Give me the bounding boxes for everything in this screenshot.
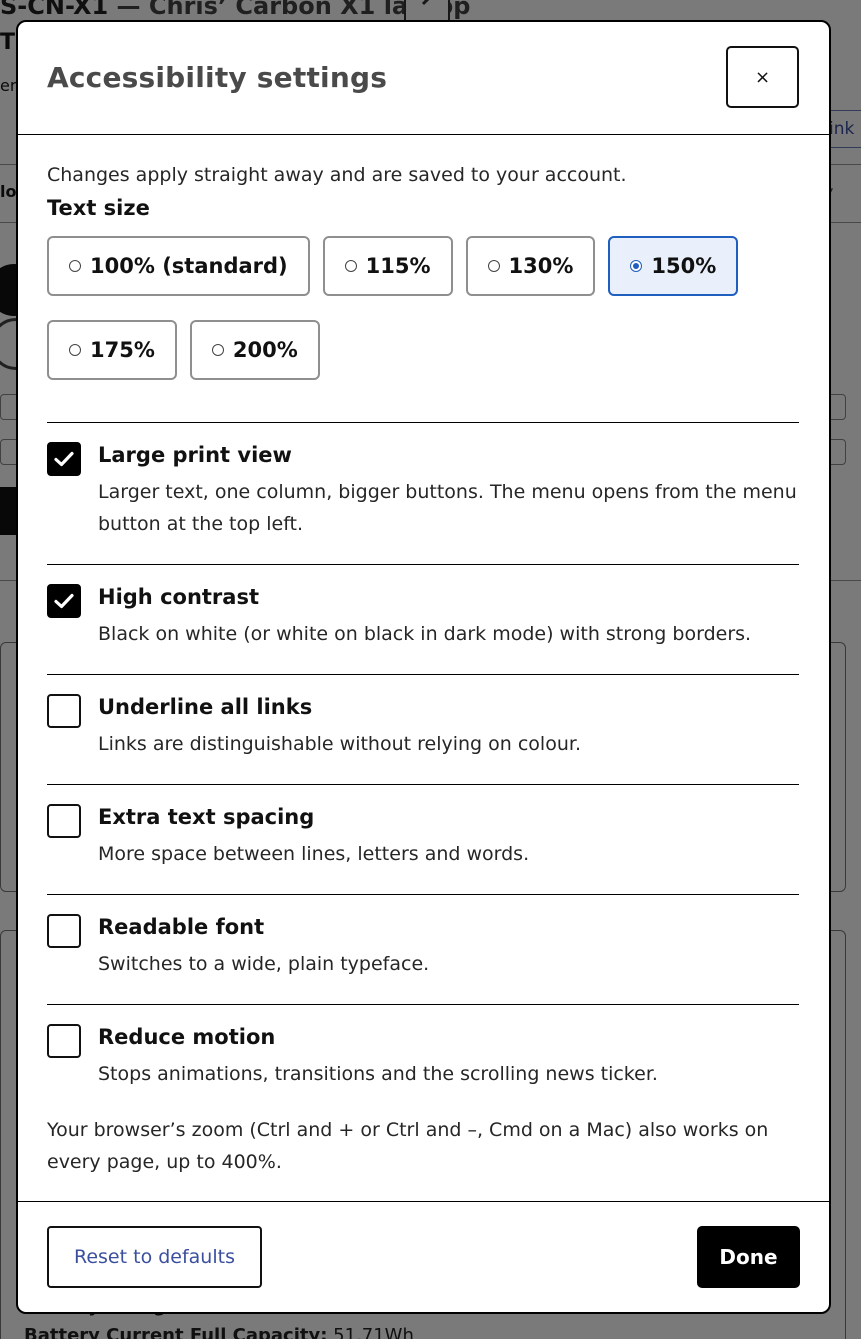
toggle-description: Larger text, one column, bigger buttons. The menu opens from the menu button at the top left. [98, 481, 797, 535]
toggle-list [47, 422, 799, 1204]
text-size-options [47, 236, 807, 380]
text-size-option[interactable] [608, 236, 738, 296]
toggle-title[interactable]: Extra text spacing [98, 805, 315, 829]
radio-icon[interactable] [488, 260, 500, 272]
dialog-body [18, 162, 829, 1204]
toggle-description: Black on white (or white on black in dark mode) with strong borders. [98, 623, 752, 645]
checkmark-icon [54, 593, 74, 609]
dialog-header [18, 22, 829, 135]
radio-icon[interactable] [69, 344, 81, 356]
toggle-description: Stops animations, transitions and the scrolling news ticker. [98, 1063, 658, 1085]
text-size-option-label: 150% [651, 254, 717, 278]
text-size-label: Text size [47, 196, 150, 220]
text-size-option-label: 100% (standard) [90, 254, 288, 278]
checkbox[interactable] [47, 584, 81, 618]
toggle-title[interactable]: Readable font [98, 915, 265, 939]
toggle-description: Switches to a wide, plain typeface. [98, 953, 430, 975]
toggle-title[interactable]: Underline all links [98, 695, 313, 719]
toggle-row [47, 423, 799, 565]
reset-defaults-button[interactable]: Reset to defaults [47, 1226, 262, 1288]
toggle-row [47, 675, 799, 785]
radio-icon[interactable] [212, 344, 224, 356]
radio-icon[interactable] [345, 260, 357, 272]
toggle-title[interactable]: High contrast [98, 585, 259, 609]
accessibility-dialog [16, 20, 831, 1314]
radio-icon[interactable] [69, 260, 81, 272]
dialog-title: Accessibility settings [47, 61, 388, 94]
checkbox[interactable] [47, 804, 81, 838]
intro-text: Changes apply straight away and are saved to your account. [47, 164, 627, 186]
text-size-option[interactable] [190, 320, 320, 380]
toggle-row [47, 895, 799, 1005]
text-size-option[interactable] [47, 320, 177, 380]
text-size-option[interactable] [466, 236, 596, 296]
toggle-description: Links are distinguishable without relying on colour. [98, 733, 581, 755]
checkbox[interactable] [47, 442, 81, 476]
checkmark-icon [54, 451, 74, 467]
toggle-row [47, 1005, 799, 1204]
checkbox[interactable] [47, 914, 81, 948]
text-size-option[interactable] [323, 236, 453, 296]
toggle-description: More space between lines, letters and words. [98, 843, 530, 865]
text-size-option-label: 200% [232, 338, 298, 362]
radio-icon[interactable] [630, 260, 642, 272]
toggle-row [47, 565, 799, 675]
zoom-note: Your browser’s zoom (Ctrl and + or Ctrl and –, Cmd on a Mac) also works on every page, up to 400%. [47, 1119, 769, 1173]
toggle-title[interactable]: Reduce motion [98, 1025, 276, 1049]
toggle-row [47, 785, 799, 895]
toggle-title[interactable]: Large print view [98, 443, 292, 467]
text-size-option-label: 115% [365, 254, 431, 278]
text-size-option-label: 130% [508, 254, 574, 278]
checkbox[interactable] [47, 1024, 81, 1058]
text-size-option-label: 175% [90, 338, 155, 362]
text-size-option[interactable] [47, 236, 310, 296]
checkbox[interactable] [47, 694, 81, 728]
done-button[interactable]: Done [697, 1226, 800, 1288]
close-icon: × [754, 66, 771, 88]
close-button[interactable] [726, 46, 799, 108]
dialog-footer [18, 1201, 831, 1314]
